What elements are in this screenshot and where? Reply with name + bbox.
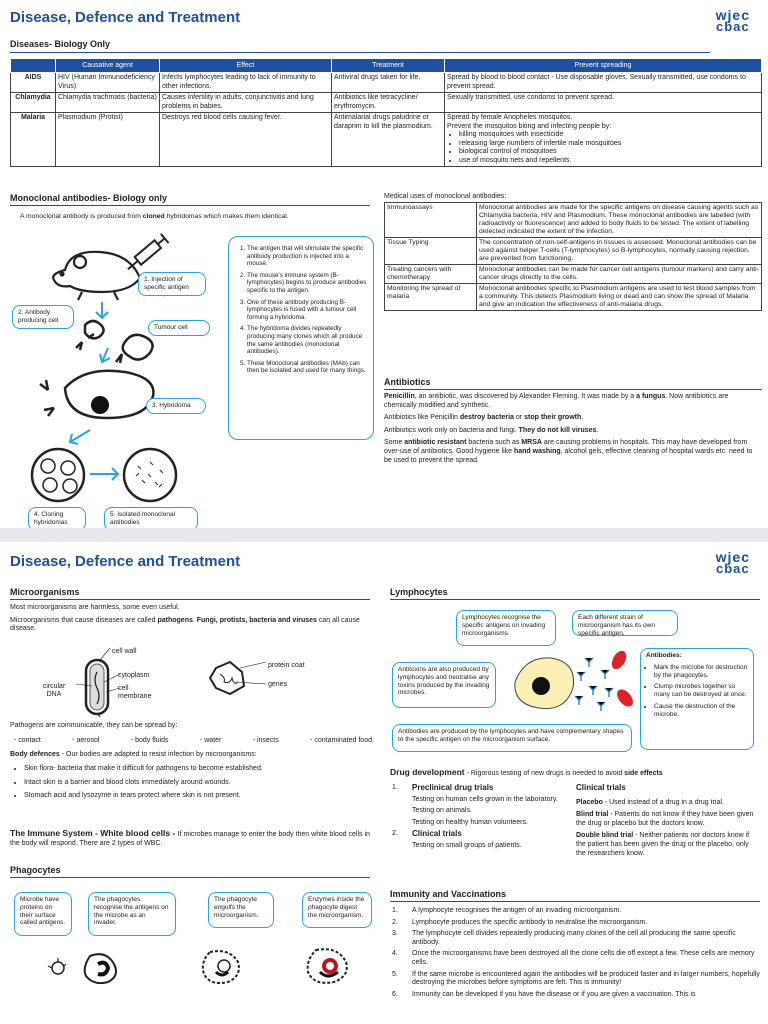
- label-injection: 1. Injection of specific antigen: [138, 272, 206, 296]
- immunity-list: [392, 907, 762, 1002]
- pathogens-spread: Pathogens are communicable, they can be spread by:: [10, 722, 178, 729]
- diseases-table: [10, 58, 762, 167]
- list-item: Testing on human cells grown in the laboratory.: [412, 795, 558, 803]
- label-cell-wall: cell wall: [112, 648, 137, 655]
- label-circular-dna: circular DNA: [42, 683, 66, 698]
- label-cloning: 4. Cloning hybridomas: [28, 507, 86, 528]
- table-row: Treating cancers with chemotherapy Monoclonal antibodies can be made for cancer cell antigens (tumour markers) and carry anti-cancer drugs directly to the cells.: [385, 265, 762, 284]
- label-isolated: 5. Isolated monoclonal antibodies: [104, 507, 198, 528]
- phago-heading: Phagocytes: [10, 865, 61, 875]
- list-item: 2. Clinical trials: [392, 829, 462, 839]
- virus-icon: [210, 662, 266, 694]
- phago-box-4: Enzymes inside the phagocyte digest the microorganism.: [302, 892, 372, 928]
- antibiotics-heading: Antibiotics: [384, 377, 431, 387]
- immunity-heading: Immunity and Vaccinations: [390, 889, 507, 899]
- table-row: Immunoassays Monoclonal antibodies are made for the specific antigens on disease causing agents such as Chlamydia bacteria, HIV and Plasmodium. These monoclonal antibodies are labelled (with radioactivity or fluorescence) and added to body fluids to be tested. The extent of labelling detected indicated the extent of the infection.: [385, 203, 762, 238]
- list-item: 1. Preclinical drug trials: [392, 783, 494, 792]
- engulfing-icon: [203, 951, 239, 983]
- divider: [390, 901, 760, 902]
- phagocytosis-diagram: [20, 942, 370, 984]
- lympho-box-produced: Antibodies are produced by the lymphocytes and have complementary shapes to the specific antigen on the microorganism surface.: [392, 724, 632, 752]
- mab-steps-list: 1. The antigen that will stimulate the specific antibody production is injected into a mouse. 2. The mouse's immune system (B-lymphocytes) begins to produce antibodies specific to the antigen. 3. One of these antibody producing B-lymphocytes is fused with a tumour cell forming a hybridoma. 4. The hybridoma divides repeatedly producing many clones which all produce the same antibodies (monoclonal antibodies). 5. These Monoclonal antibodies (MAb) can then be isolated and used for many things.: [247, 245, 367, 375]
- arrow-icon: [70, 302, 118, 480]
- table-header-row: Causative agent Effect Treatment Prevent spreading: [11, 59, 762, 73]
- diseases-heading: Diseases- Biology Only: [10, 39, 111, 49]
- table-row: Chlamydia Chlamydia trachmatis (bacteria) Causes infertility in adults, conjunctivitis and lung problems in babies. Antibiotics like tetracycline/ erythromycin. Sexually transmitted, use condoms to prevent spread.: [11, 93, 762, 113]
- phagocyte-icon: [85, 954, 116, 983]
- table-row: Malaria Plasmodium (Protist) Destroys red blood cells causing fever. Antimalarial drugs paludrine or daraprim to kill the plasmodium. Spread by female Anopheles mosquitos. Prevent the mosquitos biting and infecting people by: • killing mosquitoes with insecticide • releasing large numbers of infertile male mosquitoes • biological control of mosquitoes • use of mosquito nets and repellents.: [11, 113, 762, 167]
- label-hybridoma: 3. Hybridoma: [146, 398, 206, 414]
- divider: [390, 599, 760, 600]
- divider: [10, 205, 370, 206]
- divider: [10, 877, 370, 878]
- list-item: 6. Immunity can be developed if you have the disease or if you are given a vaccination. This is: [392, 990, 696, 998]
- micro-text: Most microorganisms are harmless, some even useful. Microorganisms that cause diseases are called pathogens. Fungi, protists, bacteria and viruses can all cause disease.: [10, 604, 360, 633]
- phago-box-2: The phagocytes recognise the antigens on the microbe as an invader.: [88, 892, 176, 936]
- antibodies-box: Antibodies: • Mark the microbe for destruction by the phagocytes. • Clump microbes together so many can be destroyed at once. • Cause the destruction of the microbe.: [640, 648, 754, 750]
- cloning-plate-icon: [32, 449, 84, 501]
- list-item: 2. Lymphocyte produces the specific antibody to neutralise the microorganism.: [392, 918, 648, 926]
- phago-box-1: Microbe have proteins on their surface called antigens.: [14, 892, 72, 936]
- lymphocyte-icon: [515, 658, 574, 709]
- micro-heading: Microorganisms: [10, 587, 80, 597]
- medical-uses-heading: Medical uses of monoclonal antibodies:: [384, 193, 507, 200]
- list-item: 3. The lymphocyte cell divides repeatedly producing many clones of the cell all producing the same specific antibody.: [392, 930, 736, 946]
- defences-list: • Skin flora- bacteria that make it difficult for pathogens to become established. • Intact skin is a barrier and blood clots immediately around wounds. • Stomach acid and lysozyme in tears protect where skin is not present.: [10, 765, 375, 801]
- table-row: Monitoring the spread of malaria Monoclonal antibodies specific to Plasmodium antigens are used to test blood samples from a community. This detects Plasmodium living or dead and can show the spread of Malaria and give an indication the effectiveness of anti-malaria drugs.: [385, 284, 762, 311]
- body-defences: Body defences - Our bodies are adapted to resist infection by microorganisms:: [10, 751, 257, 758]
- list-item: Testing on healthy human volunteers.: [412, 818, 528, 826]
- tumour-cell-icon: [116, 335, 153, 363]
- microbe-diagrams: [40, 642, 340, 717]
- list-item: 4. Once the microorganisms have been destroyed all the clone cells die off except a few. These cells are memory cells.: [392, 950, 755, 966]
- preclinical-list: [392, 784, 562, 854]
- immune-system-text: The Immune System - White blood cells - If microbes manage to enter the body then white blood cells in the body will respond. There are 2 types of WBC.: [10, 828, 370, 847]
- mab-steps-box: [228, 236, 374, 440]
- spread-list: - contact - aerosol - body fluids - water - insects - contaminated food.: [14, 737, 374, 744]
- syringe-icon: [124, 234, 168, 274]
- bacterium-icon: [76, 648, 120, 717]
- hybridoma-icon: [40, 371, 153, 418]
- prevention-list: • killing mosquitoes with insecticide • releasing large numbers of infertile male mosquitoes • biological control of mosquitoes • use of mosquito nets and repellents.: [459, 131, 759, 165]
- lympho-box-recognise: Lymphocytes recognise the specific antigens on invading microorganisms.: [456, 610, 556, 646]
- b-cell-icon: [76, 321, 104, 350]
- wjec-logo: wjec cbac: [715, 7, 750, 34]
- medical-uses-table: [384, 202, 762, 311]
- list-item: 1. A lymphocyte recognises the antigen of an invading microorganism.: [392, 907, 622, 914]
- divider: [384, 389, 762, 390]
- wjec-logo: wjec cbac: [715, 549, 750, 576]
- page-two: [0, 542, 768, 1024]
- antibodies-list: • Mark the microbe for destruction by the phagocytes. • Clump microbes together so many can be destroyed at once. • Cause the destruction of the microbe.: [654, 664, 748, 719]
- table-row: AIDS HIV (Human Immunodeficiency Virus) Infects lymphocytes leading to lack of immunity to other infections. Antiviral drugs taken for life. Spread by blood to blood contact - Use disposable gloves. Sexually transmitted, use condoms to prevent spread.: [11, 73, 762, 93]
- list-item: 5. If the same microbe is encountered again the antibodies will be produced faster and in larger numbers, hopefully destroying the microbes before symptoms are felt. This is immunity!: [392, 970, 760, 987]
- lympho-heading: Lymphocytes: [390, 587, 448, 597]
- table-row: Tissue Typing The concentration of non-self-antigens in tissues is assessed. Monoclonal antibodies can be used against helper T-cells (T-lymphocytes) so B-lymphocytes, normally causing rejection, are prevented from functioning.: [385, 238, 762, 265]
- phago-box-3: The phagocyte engulfs the microorganism.: [208, 892, 274, 928]
- isolated-antibodies-icon: [124, 449, 176, 501]
- page-title: Disease, Defence and Treatment: [10, 553, 241, 570]
- digesting-icon: [308, 949, 347, 983]
- label-cell-membrane: cell membrane: [118, 685, 152, 700]
- clinical-trials-text: Clinical trials Placebo - Used instead of a drug in a drug trial. Blind trial - Patients do not know if they have been given the drug or placebo but the doctors know. Double blind trial - Neither patients nor doctors know if the patient has been given the drug or the placebo, only the researchers know.: [576, 783, 754, 857]
- label-cytoplasm: cytoplasm: [118, 672, 150, 679]
- divider: [10, 599, 370, 600]
- lympho-box-strain: Each different strain of microorganism has its own specific antigen.: [572, 610, 678, 636]
- mab-heading: Monoclonal antibodies- Biology only: [10, 193, 167, 203]
- microbe-icon: [48, 958, 66, 974]
- antibiotics-text: Penicillin, an antibiotic, was discovered by Alexander Fleming. It was made by a a fungus. Now antibiotics are chemically modified and synthetic. Antibiotics like Penicillin destroy bacteria or stop their growth. Antibiotics work only on bacteria and fungi. They do not kill viruses. Some antibiotic resistant bacteria such as MRSA are causing problems in hospitals. This may have developed from over-use of antibiotics. Good hygiene like hand washing, alcohol gels, effective cleaning of hospital wards etc. need to be used to prevent the spread.: [384, 393, 753, 464]
- label-tumour: Tumour cell: [148, 320, 210, 336]
- microbe-red-icon: [609, 648, 636, 709]
- divider: [10, 52, 710, 53]
- label-antibody-cell: 2. Antibody producing cell: [12, 305, 74, 329]
- label-genes: genes: [268, 681, 288, 688]
- list-item: Testing on small groups of patients.: [412, 841, 522, 849]
- lympho-box-antitoxins: Antitoxins are also produced by lymphocytes and neutralise any toxins produced by the invading microbes.: [392, 662, 496, 708]
- label-protein-coat: protein coat: [268, 662, 305, 669]
- drug-development: Drug development - Rigorous testing of new drugs is needed to avoid side effects: [390, 767, 663, 777]
- mab-intro: A monoclonal antibody is produced from cloned hybridomas which makes them identical.: [20, 213, 289, 220]
- page-separator: [0, 528, 768, 542]
- list-item: Testing on animals.: [412, 807, 472, 815]
- page-title: Disease, Defence and Treatment: [10, 9, 241, 26]
- antibody-icon: [575, 658, 613, 711]
- lymphocyte-diagram: [505, 642, 640, 724]
